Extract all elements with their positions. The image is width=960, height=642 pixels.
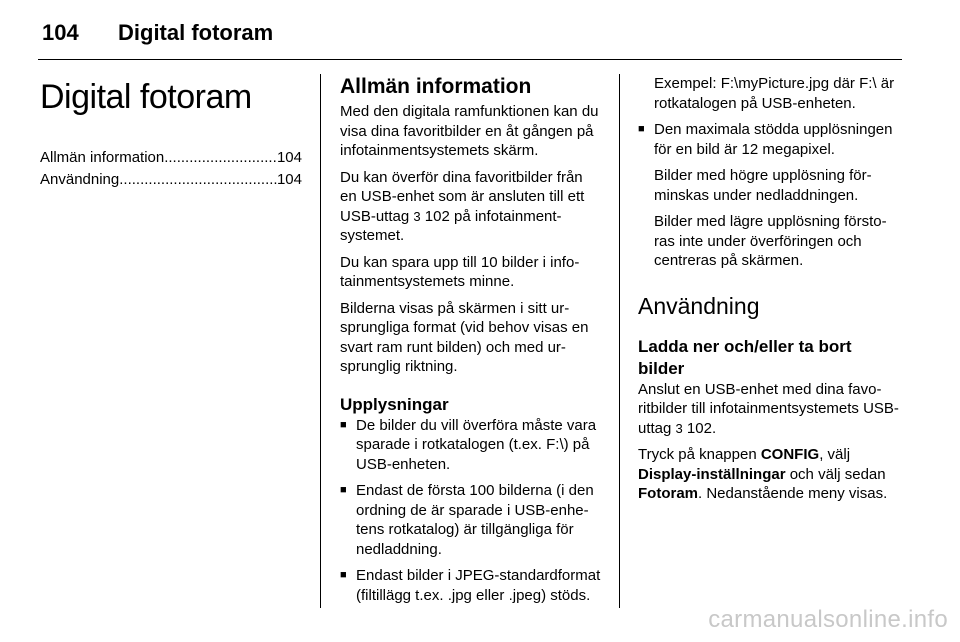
column-toc	[40, 74, 302, 191]
paragraph: Tryck på knappen CONFIG, välj Display-inställningar och välj sedan Fotoram. Nedanstående meny visas.	[638, 446, 888, 502]
column-general-info	[340, 74, 602, 612]
subsection-heading: Ladda ner och/eller ta bort bilder	[638, 336, 852, 378]
section-heading-general: Allmän information	[340, 75, 532, 98]
column-divider-2	[619, 74, 620, 608]
column-usage	[638, 74, 900, 511]
paragraph: Med den digitala ramfunktionen kan du visa dina favoritbilder en åt gången på infotainmentsystemets skärm.	[340, 103, 599, 159]
toc-page: 104	[276, 149, 302, 166]
page-number: 104	[42, 20, 79, 45]
running-title: Digital fotoram	[118, 20, 274, 45]
display-settings-label: Display-inställningar	[638, 465, 786, 483]
toc-label: Allmän information	[40, 149, 165, 166]
cross-reference-arrow-icon: 3	[413, 208, 421, 224]
watermark: carmanualsonline.info	[708, 606, 948, 633]
paragraph: Bilder med lägre upplösning förstoras inte under överföringen och centreras på skärmen.	[654, 213, 887, 269]
paragraph: Bilder med högre upplösning förminskas under nedladdningen.	[654, 167, 872, 204]
section-heading-usage: Användning	[638, 292, 760, 319]
toc-leader	[119, 169, 277, 191]
fotoram-label: Fotoram	[638, 485, 698, 502]
toc-entry[interactable]	[40, 147, 302, 169]
page-header	[38, 10, 902, 58]
list-item: ■ De bilder du vill överföra måste vara sparade i rotkatalogen (t.ex. F:\) på USB-enheten.	[340, 416, 602, 475]
notes-heading: Upplysningar	[340, 394, 449, 414]
column-divider-1	[320, 74, 321, 608]
toc-leader	[164, 147, 277, 169]
cross-reference-arrow-icon: 3	[675, 420, 683, 436]
toc-page: 104	[276, 171, 302, 188]
toc-entry[interactable]	[40, 169, 302, 191]
list-item: ■ Endast de första 100 bilderna (i den ordning de är sparade i USB-enhetens rotkatalog) är tillgängliga för nedladdning.	[340, 481, 602, 559]
paragraph: Du kan överför dina favoritbilder från en USB-enhet som är ansluten till ett USB-uttag 3 102 på infotainmentsystemet.	[340, 168, 585, 244]
header-rule	[38, 59, 902, 60]
example-text: Exempel: F:\myPicture.jpg där F:\ är rotkatalogen på USB-enheten.	[654, 75, 895, 112]
chapter-title: Digital fotoram	[40, 78, 252, 116]
toc-label: Användning	[40, 171, 120, 188]
paragraph: Du kan spara upp till 10 bilder i infotainmentsystemets minne.	[340, 253, 580, 290]
paragraph: Bilderna visas på skärmen i sitt ursprungliga format (vid behov visas en svart ram runt bilden) och med ursprunglig riktning.	[340, 299, 589, 375]
list-item: ■ Endast bilder i JPEG-standardformat (filtillägg t.ex. .jpg eller .jpeg) stöds.	[340, 566, 602, 605]
paragraph: Anslut en USB-enhet med dina favoritbilder till infotainmentsystemets USB-uttag 3 102.	[638, 380, 899, 437]
config-button-label: CONFIG	[760, 446, 820, 463]
list-item: ■ Den maximala stödda upplösningen för en bild är 12 megapixel.	[638, 120, 900, 159]
